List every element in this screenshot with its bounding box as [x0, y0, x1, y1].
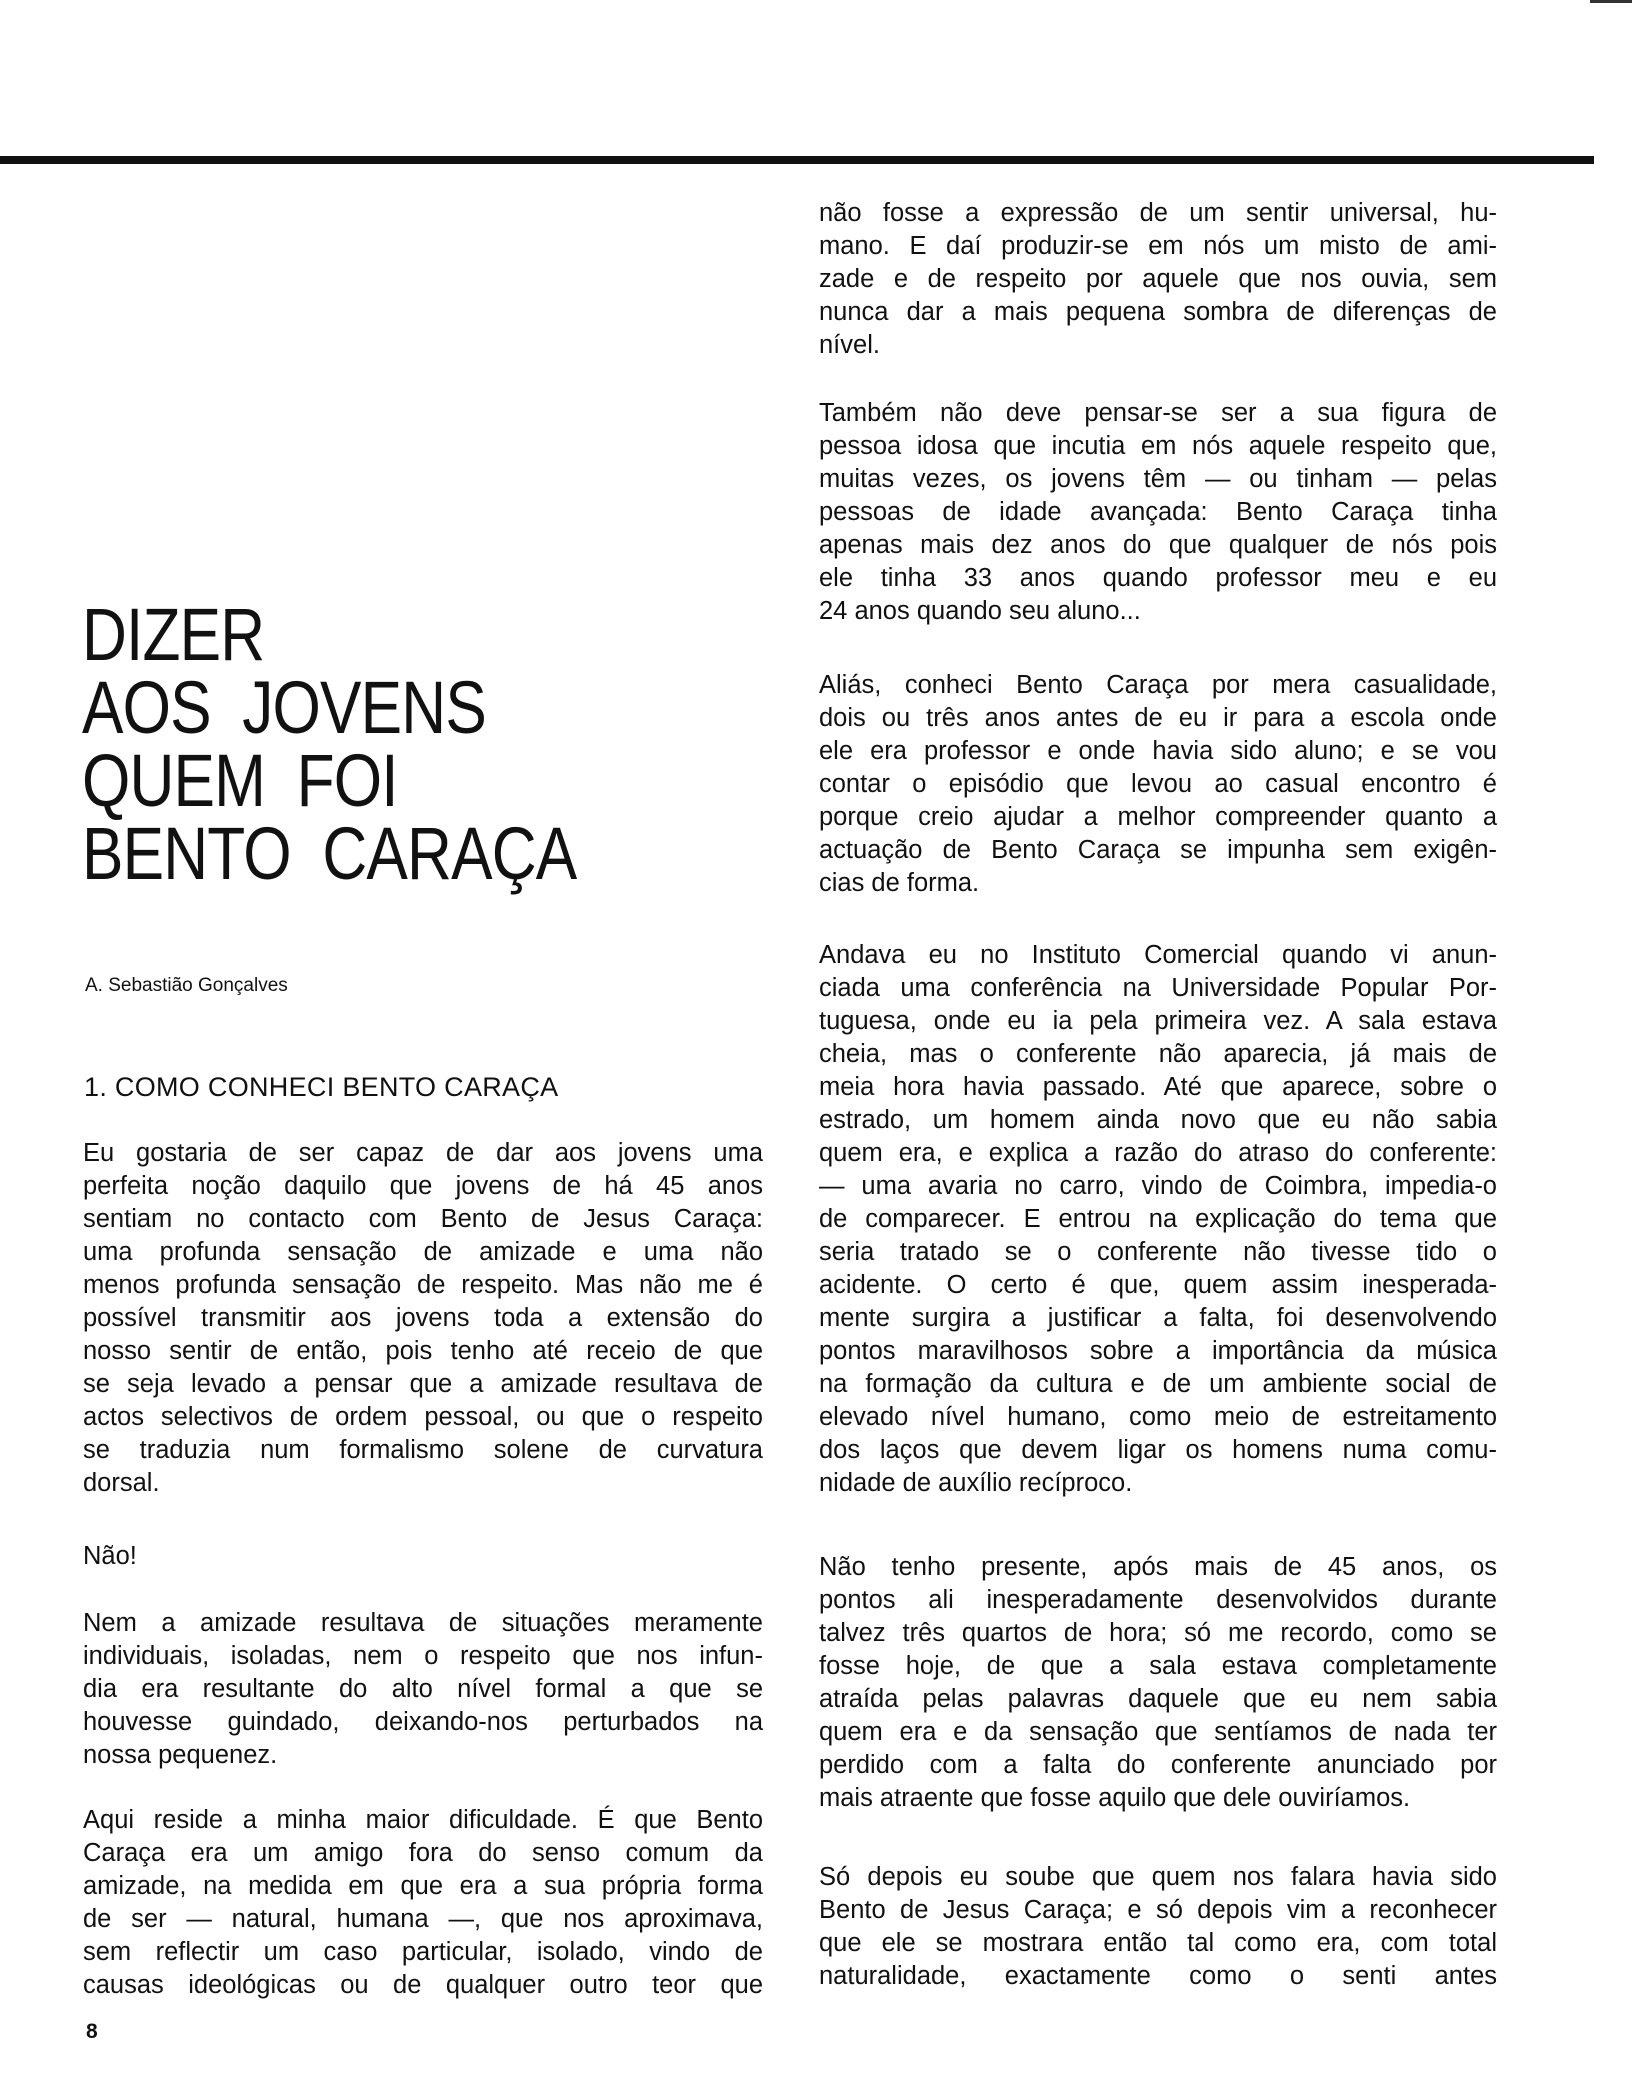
section-heading: 1. COMO CONHECI BENTO CARAÇA	[84, 1072, 559, 1102]
text-line: quem era, e explica a razão do atraso do conferente:	[819, 1139, 1497, 1167]
title-line: AOS JOVENS	[82, 666, 486, 749]
text-line: dois ou três anos antes de eu ir para a escola onde	[819, 704, 1497, 732]
text-line: sentiam no contacto com Bento de Jesus Caraça:	[83, 1205, 763, 1233]
text-line: tuguesa, onde eu ia pela primeira vez. A sala estava	[819, 1007, 1497, 1035]
text-line: zade e de respeito por aquele que nos ouvia, sem	[819, 265, 1497, 293]
text-line: atraída pelas palavras daquele que eu nem sabia	[819, 1685, 1497, 1713]
text-line: sem reflectir um caso particular, isolado, vindo de	[83, 1938, 763, 1966]
title-line: DIZER	[82, 593, 265, 676]
text-line: Bento de Jesus Caraça; e só depois vim a reconhecer	[819, 1896, 1497, 1924]
text-line: de ser — natural, humana —, que nos aproximava,	[83, 1905, 763, 1933]
text-line: acidente. O certo é que, quem assim inesperada-	[819, 1271, 1497, 1299]
text-line: actos selectivos de ordem pessoal, ou que o respeito	[83, 1403, 763, 1431]
text-line: Não tenho presente, após mais de 45 anos, os	[819, 1553, 1497, 1581]
text-line: Caraça era um amigo fora do senso comum da	[83, 1839, 763, 1867]
text-line: ciada uma conferência na Universidade Popular Por-	[819, 974, 1497, 1002]
text-line: 24 anos quando seu aluno...	[819, 597, 1141, 625]
text-line: porque creio ajudar a melhor compreender quanto a	[819, 803, 1497, 831]
text-line: pessoas de idade avançada: Bento Caraça tinha	[819, 498, 1497, 526]
text-line: Andava eu no Instituto Comercial quando vi anun-	[819, 941, 1497, 969]
text-line: Aliás, conheci Bento Caraça por mera casualidade,	[819, 671, 1497, 699]
text-line: Aqui reside a minha maior dificuldade. É que Bento	[83, 1806, 763, 1834]
text-line: nidade de auxílio recíproco.	[819, 1469, 1133, 1497]
text-line: na formação da cultura e de um ambiente social de	[819, 1370, 1497, 1398]
text-line: contar o episódio que levou ao casual encontro é	[819, 770, 1497, 798]
text-line: mano. E daí produzir-se em nós um misto de ami-	[819, 232, 1497, 260]
text-line: mais atraente que fosse aquilo que dele ouviríamos.	[819, 1784, 1411, 1812]
text-line: dia era resultante do alto nível formal a que se	[83, 1675, 763, 1703]
top-rule	[0, 156, 1594, 164]
text-line: — uma avaria no carro, vindo de Coimbra, impedia-o	[819, 1172, 1497, 1200]
text-line: possível transmitir aos jovens toda a extensão do	[83, 1304, 763, 1332]
article-title	[82, 593, 577, 895]
text-line: Eu gostaria de ser capaz de dar aos jovens uma	[83, 1139, 763, 1167]
text-line: perdido com a falta do conferente anunciado por	[819, 1751, 1497, 1779]
text-line: pontos maravilhosos sobre a importância da música	[819, 1337, 1497, 1365]
body-paragraph	[819, 939, 1497, 1500]
text-line: cias de forma.	[819, 869, 980, 897]
text-line: actuação de Bento Caraça se impunha sem exigên-	[819, 836, 1497, 864]
text-line: quem era e da sensação que sentíamos de nada ter	[819, 1718, 1497, 1746]
text-line: de comparecer. E entrou na explicação do tema que	[819, 1205, 1497, 1233]
text-line: pontos ali inesperadamente desenvolvidos durante	[819, 1586, 1497, 1614]
text-line: não fosse a expressão de um sentir universal, hu-	[819, 199, 1497, 227]
text-line: cheia, mas o conferente não aparecia, já mais de	[819, 1040, 1497, 1068]
body-paragraph	[83, 1540, 763, 1573]
text-line: nossa pequenez.	[83, 1741, 278, 1769]
page-number: 8	[86, 2020, 98, 2043]
text-line: Nem a amizade resultava de situações meramente	[83, 1609, 763, 1637]
text-line: nível.	[819, 331, 880, 359]
text-line: uma profunda sensação de amizade e uma não	[83, 1238, 763, 1266]
text-line: se seja levado a pensar que a amizade resultava de	[83, 1370, 763, 1398]
title-line: QUEM FOI	[82, 739, 398, 822]
text-line: fosse hoje, de que a sala estava completamente	[819, 1652, 1497, 1680]
text-line: nosso sentir de então, pois tenho até receio de que	[83, 1337, 763, 1365]
text-line: causas ideológicas ou de qualquer outro teor que	[83, 1971, 763, 1999]
text-line: pessoa idosa que incutia em nós aquele respeito que,	[819, 432, 1497, 460]
body-paragraph	[819, 1551, 1497, 1815]
text-line: houvesse guindado, deixando-nos perturbados na	[83, 1708, 763, 1736]
text-line: estrado, um homem ainda novo que eu não sabia	[819, 1106, 1497, 1134]
body-paragraph	[83, 1137, 763, 1500]
text-line: que ele se mostrara então tal como era, com total	[819, 1929, 1497, 1957]
body-paragraph	[819, 397, 1497, 628]
text-line: menos profunda sensação de respeito. Mas não me é	[83, 1271, 763, 1299]
text-line: ele era professor e onde havia sido aluno; e se vou	[819, 737, 1497, 765]
text-line: ele tinha 33 anos quando professor meu e eu	[819, 564, 1497, 592]
scan-edge-mark	[1590, 0, 1632, 3]
text-line: perfeita noção daquilo que jovens de há 45 anos	[83, 1172, 763, 1200]
text-line: se traduzia num formalismo solene de curvatura	[83, 1436, 763, 1464]
text-line: dorsal.	[83, 1469, 160, 1497]
text-line: nunca dar a mais pequena sombra de diferenças de	[819, 298, 1497, 326]
body-paragraph	[83, 1607, 763, 1772]
author-byline: A. Sebastião Gonçalves	[85, 975, 288, 996]
text-line: individuais, isoladas, nem o respeito que nos infun-	[83, 1642, 763, 1670]
text-line: meia hora havia passado. Até que aparece, sobre o	[819, 1073, 1497, 1101]
body-paragraph	[819, 1861, 1497, 1993]
text-line: dos laços que devem ligar os homens numa comu-	[819, 1436, 1497, 1464]
text-line: Não!	[83, 1542, 137, 1570]
text-line: mente surgira a justificar a falta, foi desenvolvendo	[819, 1304, 1497, 1332]
body-paragraph	[819, 669, 1497, 900]
text-line: elevado nível humano, como meio de estreitamento	[819, 1403, 1497, 1431]
title-line: BENTO CARAÇA	[82, 812, 577, 895]
body-paragraph	[819, 197, 1497, 362]
text-line: Só depois eu soube que quem nos falara havia sido	[819, 1863, 1497, 1891]
text-line: talvez três quartos de hora; só me recordo, como se	[819, 1619, 1497, 1647]
text-line: naturalidade, exactamente como o senti antes	[819, 1962, 1497, 1990]
text-line: Também não deve pensar-se ser a sua figura de	[819, 399, 1497, 427]
text-line: seria tratado se o conferente não tivesse tido o	[819, 1238, 1497, 1266]
text-line: muitas vezes, os jovens têm — ou tinham — pelas	[819, 465, 1497, 493]
text-line: apenas mais dez anos do que qualquer de nós pois	[819, 531, 1497, 559]
text-line: amizade, na medida em que era a sua própria forma	[83, 1872, 763, 1900]
body-paragraph	[83, 1804, 763, 2002]
